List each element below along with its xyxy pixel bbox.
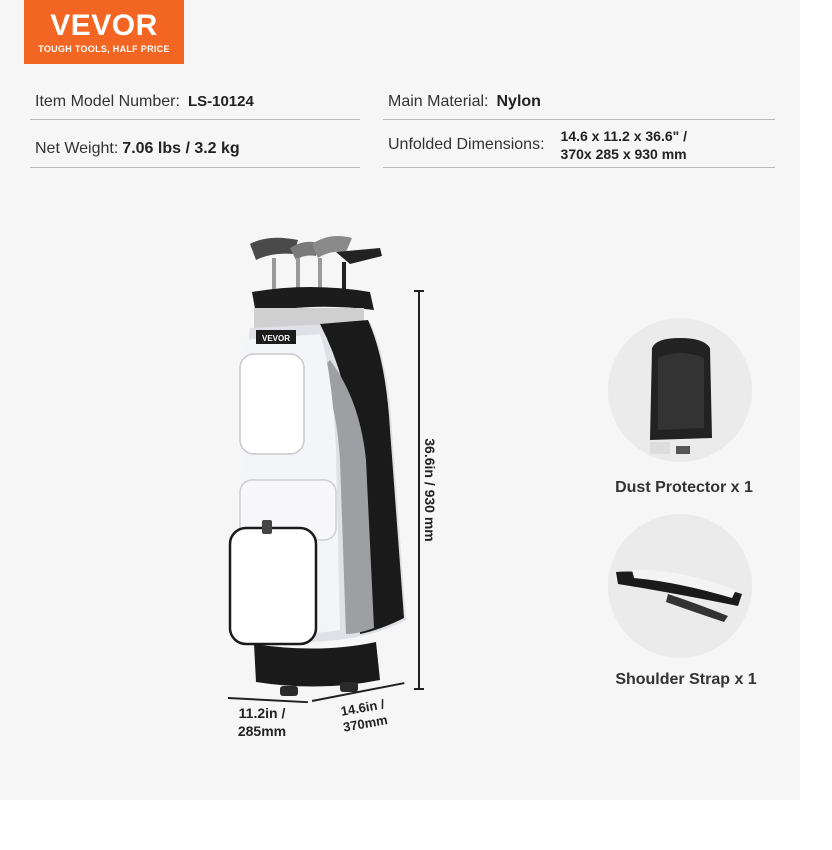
shoulder-strap-label: Shoulder Strap x 1 bbox=[615, 671, 757, 688]
spec-dimensions-label: Unfolded Dimensions: bbox=[388, 135, 545, 153]
depth-line1: 11.2in / bbox=[238, 705, 286, 721]
brand-logo bbox=[24, 0, 184, 64]
depth-line2: 285mm bbox=[237, 723, 287, 739]
spec-model-value: LS-10124 bbox=[187, 93, 254, 110]
dust-protector-icon bbox=[608, 318, 752, 462]
shoulder-strap-icon bbox=[608, 514, 752, 658]
width-dimension-label bbox=[332, 695, 397, 737]
spec-material-label: Main Material: bbox=[388, 92, 489, 110]
depth-dimension-label bbox=[232, 704, 292, 740]
shoulder-strap-image bbox=[608, 514, 752, 658]
spec-model-label: Item Model Number: bbox=[35, 92, 180, 110]
height-dimension-label: 36.6in / 930 mm bbox=[422, 438, 438, 542]
bag-brand-logo: VEVOR bbox=[261, 334, 291, 343]
width-line1: 14.6in / bbox=[339, 696, 386, 719]
brand-name: VEVOR bbox=[50, 8, 158, 42]
width-line2: 370mm bbox=[341, 712, 389, 735]
spec-dimensions bbox=[383, 122, 775, 168]
spec-dimensions-line2: 370x 285 x 930 mm bbox=[560, 145, 687, 162]
bag-base bbox=[254, 642, 380, 687]
spec-weight bbox=[30, 130, 360, 168]
dust-protector-label: Dust Protector x 1 bbox=[615, 479, 753, 496]
spec-weight-value: 7.06 lbs / 3.2 kg bbox=[122, 139, 240, 157]
club-heads bbox=[250, 236, 382, 294]
spec-dimensions-line1: 14.6 x 11.2 x 36.6" / bbox=[560, 127, 688, 144]
brand-tagline: TOUGH TOOLS, HALF PRICE bbox=[38, 43, 170, 54]
spec-model bbox=[30, 84, 360, 120]
spec-material bbox=[383, 84, 775, 120]
spec-dimensions-value bbox=[561, 127, 688, 163]
spec-material-value: Nylon bbox=[496, 92, 541, 110]
spec-weight-label: Net Weight: bbox=[35, 139, 119, 157]
golf-bag-image bbox=[220, 230, 420, 700]
dust-protector-image bbox=[608, 318, 752, 462]
